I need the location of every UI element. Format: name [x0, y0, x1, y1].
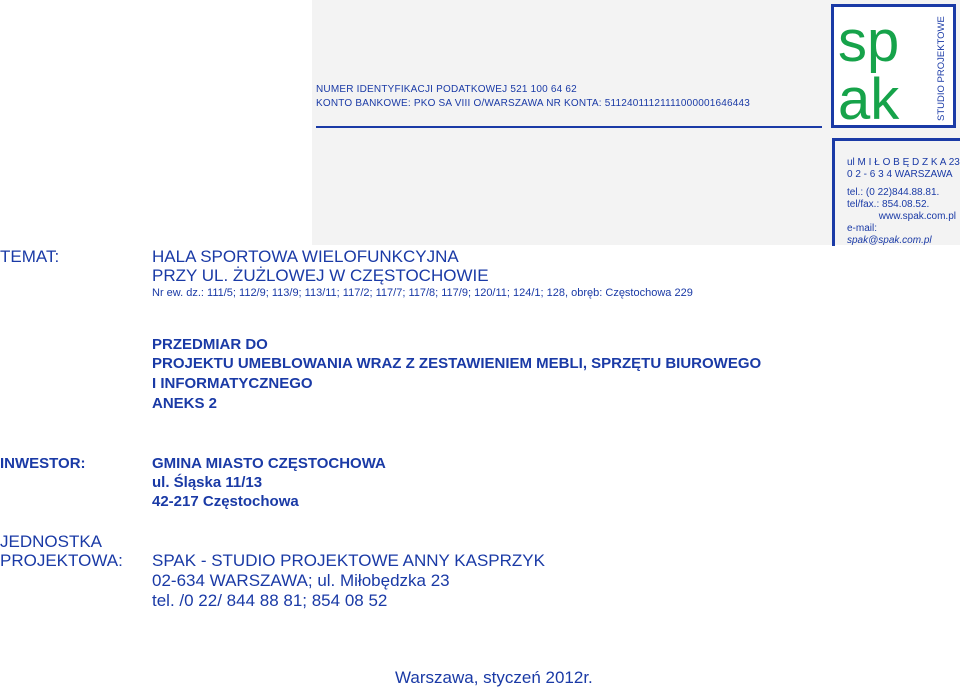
plot-numbers: Nr ew. dz.: 111/5; 112/9; 113/9; 113/11; 117/2; 117/7; 117/8; 117/9; 120/11; 124/1; 128, obręb: Częstochowa 229 [152, 287, 693, 299]
address-box [832, 138, 960, 246]
doc-title-line-3: I INFORMATYCZNEGO [152, 375, 313, 392]
doc-title-line-1: PRZEDMIAR DO [152, 336, 268, 353]
temat-line-1: HALA SPORTOWA WIELOFUNKCYJNA [152, 247, 459, 266]
address-email-label: e-mail: [847, 223, 878, 234]
jednostka-label-2: PROJEKTOWA: [0, 551, 123, 570]
bank-account-line: KONTO BANKOWE: PKO SA VIII O/WARSZAWA NR KONTA: 51124011121111000001646443 [316, 98, 751, 109]
doc-title-line-2: PROJEKTU UMEBLOWANIA WRAZ Z ZESTAWIENIEM MEBLI, SPRZĘTU BIUROWEGO [152, 355, 762, 372]
logo-vertical-text: STUDIO PROJEKTOWE [936, 16, 947, 121]
inwestor-street: ul. Śląska 11/13 [152, 474, 263, 491]
address-tel: tel.: (0 22)844.88.81. [847, 187, 940, 198]
temat-line-2: PRZY UL. ŻUŻLOWEJ W CZĘSTOCHOWIE [152, 266, 489, 285]
inwestor-name: GMINA MIASTO CZĘSTOCHOWA [152, 455, 386, 472]
temat-label: TEMAT: [0, 247, 60, 266]
inwestor-label: INWESTOR: [0, 455, 86, 472]
spak-logo [831, 4, 956, 128]
address-city: 0 2 - 6 3 4 WARSZAWA [847, 169, 953, 180]
doc-title-line-4: ANEKS 2 [152, 395, 218, 412]
jednostka-name: SPAK - STUDIO PROJEKTOWE ANNY KASPRZYK [152, 551, 545, 570]
logo-letters-bottom: ak [838, 67, 900, 125]
address-email: spak@spak.com.pl [847, 235, 932, 246]
inwestor-city: 42-217 Częstochowa [152, 493, 299, 510]
jednostka-address: 02-634 WARSZAWA; ul. Miłobędzka 23 [152, 571, 450, 590]
tax-id-line: NUMER IDENTYFIKACJI PODATKOWEJ 521 100 64 62 [316, 84, 577, 95]
address-fax: tel/fax.: 854.08.52. [847, 199, 930, 210]
header-divider [316, 126, 822, 128]
jednostka-label-1: JEDNOSTKA [0, 532, 103, 551]
jednostka-phone: tel. /0 22/ 844 88 81; 854 08 52 [152, 591, 388, 610]
address-street: ul M I Ł O B Ę D Z K A 23 [847, 157, 960, 168]
place-and-date: Warszawa, styczeń 2012r. [395, 668, 593, 687]
address-www: www.spak.com.pl [878, 211, 956, 222]
logo-letters-top: sp [838, 9, 900, 74]
